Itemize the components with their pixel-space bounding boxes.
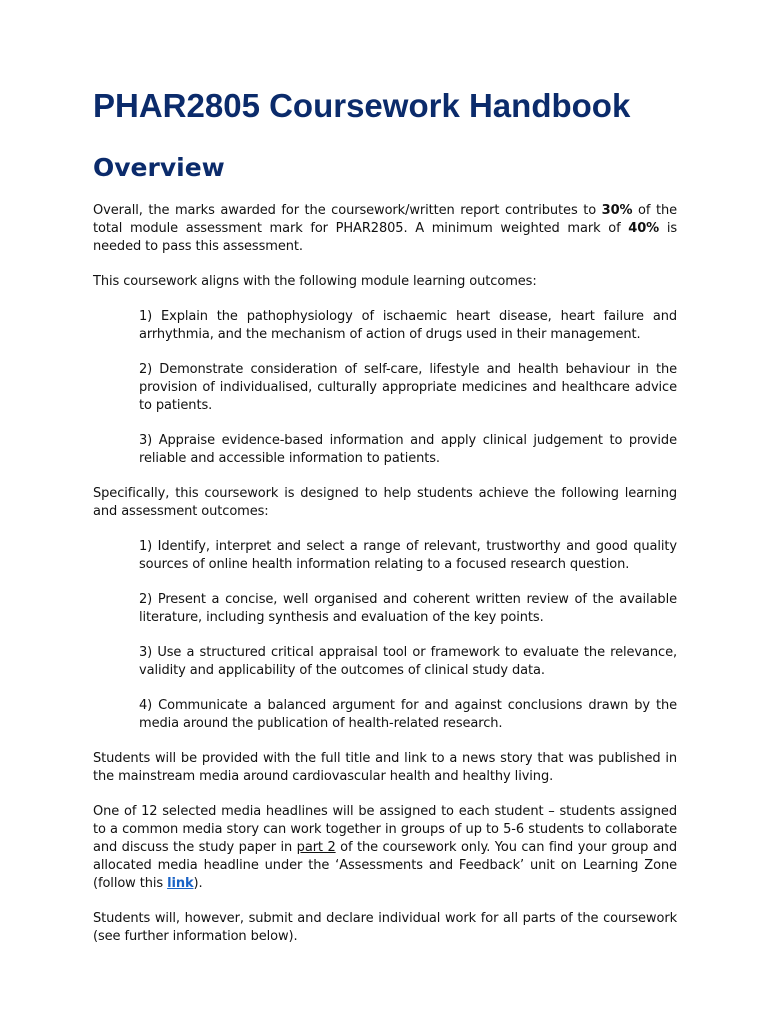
paragraph-text: is needed to pass this assessment. <box>93 221 678 254</box>
part-2-reference: part 2 <box>296 840 336 855</box>
document-page <box>93 86 677 963</box>
weighting-percentage: 30% <box>601 203 633 218</box>
module-outcome-item: 1) Explain the pathophysiology of ischaemic heart disease, heart failure and arrhythmia, and the mechanism of action of drugs used in their management. <box>139 309 677 342</box>
learning-zone-link[interactable]: link <box>167 876 194 891</box>
assessment-outcome-item: 1) Identify, interpret and select a range of relevant, trustworthy and good quality sources of online health information relating to a focused research question. <box>139 539 677 572</box>
module-outcome-item: 2) Demonstrate consideration of self-care, lifestyle and health behaviour in the provision of individualised, culturally appropriate medicines and healthcare advice to patients. <box>139 362 677 413</box>
paragraph-text: of the coursework only. You can find your group and allocated media headline under the ‘Assessments and Feedback’ unit on Learning Zone (follow this <box>93 840 677 891</box>
paragraph-news-story: Students will be provided with the full title and link to a news story that was published in the mainstream media around cardiovascular health and healthy living. <box>93 751 677 784</box>
paragraph-text: Overall, the marks awarded for the coursework/written report contributes to <box>93 203 602 218</box>
paragraph-text: One of 12 selected media headlines will be assigned to each student – students assigned to a common media story can work together in groups of up to 5-6 students to collaborate and discuss the study paper in <box>93 804 677 855</box>
pass-mark-percentage: 40% <box>628 221 660 236</box>
section-heading-overview: Overview <box>93 153 225 182</box>
document-title: PHAR2805 Coursework Handbook <box>93 87 631 124</box>
assessment-outcome-item: 2) Present a concise, well organised and coherent written review of the available literature, including synthesis and evaluation of the key points. <box>139 592 677 625</box>
paragraph-individual-work: Students will, however, submit and declare individual work for all parts of the coursework (see further information below). <box>93 911 677 944</box>
module-outcome-item: 3) Appraise evidence-based information and apply clinical judgement to provide reliable and accessible information to patients. <box>139 433 677 466</box>
assessment-outcome-item: 3) Use a structured critical appraisal tool or framework to evaluate the relevance, validity and applicability of the outcomes of clinical study data. <box>139 645 677 678</box>
paragraph-text: of the total module assessment mark for PHAR2805. A minimum weighted mark of <box>93 203 677 236</box>
paragraph-text: ). <box>193 876 203 891</box>
paragraph-module-outcomes-intro: This coursework aligns with the following module learning outcomes: <box>93 274 537 289</box>
assessment-outcome-item: 4) Communicate a balanced argument for and against conclusions drawn by the media around the publication of health-related research. <box>139 698 677 731</box>
paragraph-media-headlines <box>93 803 677 893</box>
paragraph-marks-weighting <box>93 202 677 256</box>
paragraph-assessment-outcomes-intro: Specifically, this coursework is designed to help students achieve the following learning and assessment outcomes: <box>93 486 677 519</box>
